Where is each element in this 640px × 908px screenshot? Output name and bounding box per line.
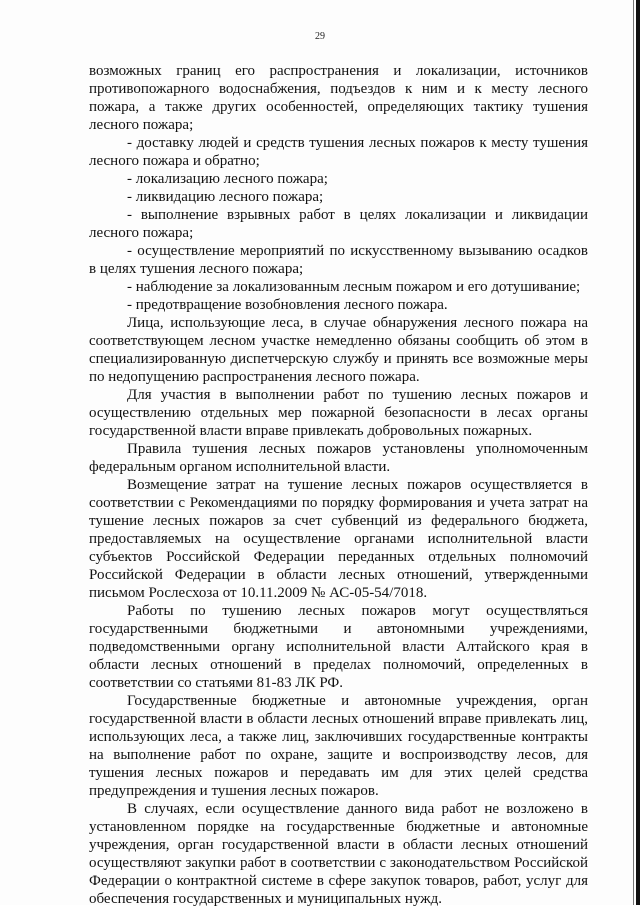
list-item-delivery: - доставку людей и средств тушения лесных пожаров к месту тушения лесного пожара и обратно; <box>89 135 588 169</box>
scan-edge-shadow <box>636 0 640 905</box>
page-number: 29 <box>315 31 325 42</box>
document-body <box>89 62 588 908</box>
list-item-precipitation: - осуществление мероприятий по искусственному вызыванию осадков в целях тушения лесного пожара; <box>89 243 588 277</box>
paragraph-forest-users: Лица, использующие леса, в случае обнаружения лесного пожара на соответствующем лесном участке немедленно обязаны сообщить об этом в специализированную диспетчерскую службу и принять все возможные меры по недопущению распространения лесного пожара. <box>89 315 588 385</box>
paragraph-procurement: В случаях, если осуществление данного вида работ не возложено в установленном порядке на государственные бюджетные и автономные учреждения, орган государственной власти в области лесных отношений осуществляют закупки работ в соответствии с законодательством Российской Федерации о контрактной системе в сфере закупок товаров, работ, услуг для обеспечения государственных и муниципальных нужд. <box>89 801 588 907</box>
list-item-localization: - локализацию лесного пожара; <box>127 171 328 187</box>
paragraph-institutions-rights: Государственные бюджетные и автономные учреждения, орган государственной власти в области лесных отношений вправе привлекать лиц, использующих леса, а также лиц, заключивших государственные контракты на выполнение работ по охране, защите и воспроизводству лесов, для тушения лесных пожаров и передавать им для этих целей средства предупреждения и тушения лесных пожаров. <box>89 693 588 799</box>
paragraph-continuation: возможных границ его распространения и локализации, источников противопожарного водоснабжения, подъездов к ним и к месту лесного пожара, а также других особенностей, определяющих тактику тушения лесного пожара; <box>89 63 588 133</box>
list-item-prevention: - предотвращение возобновления лесного пожара. <box>127 297 448 313</box>
paragraph-rules: Правила тушения лесных пожаров установлены уполномоченным федеральным органом исполнительной власти. <box>89 441 588 475</box>
list-item-blasting: - выполнение взрывных работ в целях локализации и ликвидации лесного пожара; <box>89 207 588 241</box>
list-item-observation: - наблюдение за локализованным лесным пожаром и его дотушивание; <box>127 279 581 295</box>
paragraph-compensation: Возмещение затрат на тушение лесных пожаров осуществляется в соответствии с Рекомендациями по порядку формирования и учета затрат на тушение лесных пожаров за счет субвенций из федерального бюджета, предоставляемых на осуществление органами исполнительной власти субъектов Российской Федерации переданных отдельных полномочий Российской Федерации в области лесных отношений, утвержденными письмом Рослесхоза от 10.11.2009 № АС-05-54/7018. <box>89 477 588 601</box>
paragraph-institutions-work: Работы по тушению лесных пожаров могут осуществляться государственными бюджетными и автономными учреждениями, подведомственными органу исполнительной власти Алтайского края в области лесных отношений в пределах полномочий, определенных в соответствии со статьями 81-83 ЛК РФ. <box>89 603 588 691</box>
list-item-liquidation: - ликвидацию лесного пожара; <box>127 189 324 205</box>
scan-edge-line <box>633 0 634 905</box>
paragraph-volunteers: Для участия в выполнении работ по тушению лесных пожаров и осуществлению отдельных мер пожарной безопасности в лесах органы государственной власти вправе привлекать добровольных пожарных. <box>89 387 588 439</box>
